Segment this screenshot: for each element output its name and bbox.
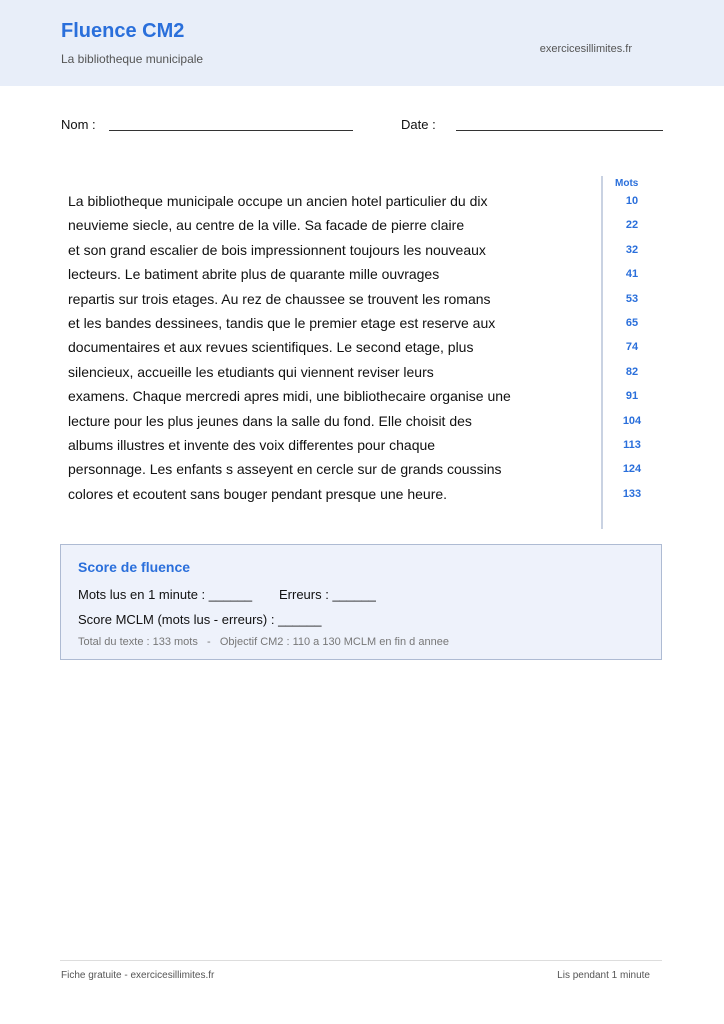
mclm-score-field: Score MCLM (mots lus - erreurs) : ______	[78, 612, 322, 627]
text-line: examens. Chaque mercredi apres midi, une bibliothecaire organise une	[68, 388, 511, 405]
word-count: 41	[625, 268, 639, 281]
word-count: 53	[625, 292, 639, 305]
page-header	[0, 0, 724, 86]
word-count: 133	[622, 487, 642, 500]
page-title: Fluence CM2	[61, 20, 185, 42]
footer-divider	[60, 960, 662, 961]
word-count: 65	[625, 317, 639, 329]
errors-field: Erreurs : ______	[279, 587, 376, 602]
text-line: neuvieme siecle, au centre de la ville. Sa facade de pierre claire	[68, 217, 465, 234]
word-count: 10	[625, 195, 639, 207]
name-field-line[interactable]	[109, 130, 353, 131]
date-label: Date :	[401, 117, 436, 132]
score-title: Score de fluence	[78, 559, 191, 575]
name-label: Nom :	[61, 117, 96, 132]
text-line: personnage. Les enfants s asseyent en cercle sur de grands coussins	[68, 461, 502, 478]
footer-right: Lis pendant 1 minute	[557, 970, 650, 981]
footer-left: Fiche gratuite - exercicesillimites.fr	[61, 970, 215, 981]
text-line: et les bandes dessinees, tandis que le premier etage est reserve aux	[68, 314, 496, 331]
score-note: Total du texte : 133 mots - Objectif CM2 : 110 a 130 MCLM en fin d annee	[78, 636, 449, 648]
text-line: documentaires et aux revues scientifiques. Le second etage, plus	[68, 339, 474, 356]
reading-text	[68, 191, 511, 508]
text-line: colores et ecoutent sans bouger pendant presque une heure.	[68, 485, 448, 502]
text-line: lecture pour les plus jeunes dans la salle du fond. Elle choisit des	[68, 412, 472, 429]
date-field-line[interactable]	[456, 130, 663, 131]
word-count: 32	[625, 243, 639, 256]
word-count: 91	[625, 390, 639, 403]
words-read-field: Mots lus en 1 minute : ______	[78, 587, 253, 602]
page-subtitle: La bibliotheque municipale	[61, 52, 204, 66]
text-line: silencieux, accueille les etudiants qui viennent reviser leurs	[68, 363, 434, 380]
site-name: exercicesillimites.fr	[539, 43, 632, 55]
text-line: lecteurs. Le batiment abrite plus de quarante mille ouvrages	[68, 266, 440, 283]
text-line: albums illustres et invente des voix differentes pour chaque	[68, 436, 436, 453]
text-line: et son grand escalier de bois impressionnent toujours les nouveaux	[68, 241, 486, 258]
word-count: 124	[622, 463, 642, 476]
word-count: 74	[625, 341, 639, 354]
text-line: repartis sur trois etages. Au rez de chaussee se trouvent les romans	[68, 290, 491, 307]
word-count: 82	[625, 365, 639, 378]
score-box	[60, 544, 662, 660]
word-count: 104	[622, 414, 642, 427]
word-count: 22	[625, 219, 639, 232]
word-count: 113	[623, 439, 641, 451]
word-count-header: Mots	[615, 178, 639, 189]
word-count-column	[601, 176, 663, 529]
text-line: La bibliotheque municipale occupe un ancien hotel particulier du dix	[68, 193, 488, 209]
